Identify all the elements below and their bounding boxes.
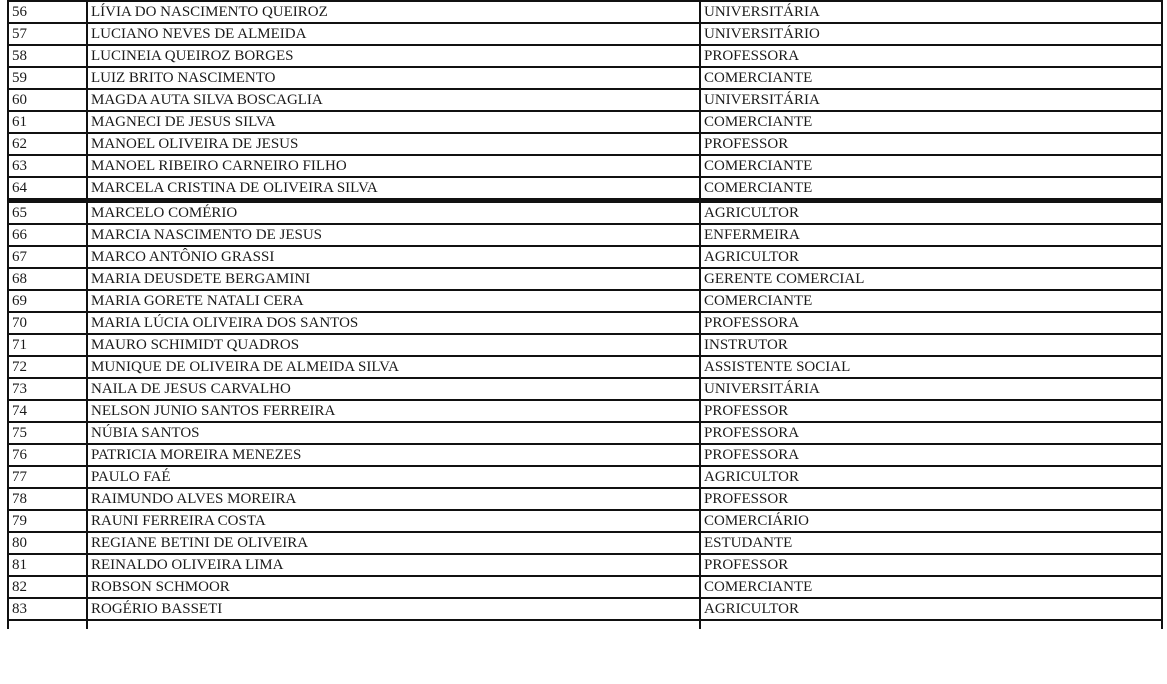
row-number: 60 — [8, 89, 87, 111]
document-sheet — [7, 0, 1161, 629]
member-name: LUCINEIA QUEIROZ BORGES — [87, 45, 700, 67]
member-name: NELSON JUNIO SANTOS FERREIRA — [87, 400, 700, 422]
member-occupation: AGRICULTOR — [700, 598, 1162, 620]
row-number: 78 — [8, 488, 87, 510]
member-name: MANOEL RIBEIRO CARNEIRO FILHO — [87, 155, 700, 177]
member-name: PATRICIA MOREIRA MENEZES — [87, 444, 700, 466]
table-row — [8, 422, 1162, 444]
row-number: 77 — [8, 466, 87, 488]
member-name: MARCIA NASCIMENTO DE JESUS — [87, 224, 700, 246]
row-number: 64 — [8, 177, 87, 201]
table-row — [8, 356, 1162, 378]
table-row-cutoff — [8, 620, 1162, 629]
member-name: MARIA DEUSDETE BERGAMINI — [87, 268, 700, 290]
table-row — [8, 201, 1162, 225]
table-body — [8, 1, 1162, 629]
member-name: RAIMUNDO ALVES MOREIRA — [87, 488, 700, 510]
table-row — [8, 133, 1162, 155]
row-number: 63 — [8, 155, 87, 177]
member-name: ROGÉRIO BASSETI — [87, 598, 700, 620]
row-number: 65 — [8, 201, 87, 225]
row-number: 71 — [8, 334, 87, 356]
row-number: 70 — [8, 312, 87, 334]
member-occupation: COMERCIANTE — [700, 290, 1162, 312]
row-number: 74 — [8, 400, 87, 422]
row-number: 69 — [8, 290, 87, 312]
member-occupation: AGRICULTOR — [700, 201, 1162, 225]
member-occupation: PROFESSORA — [700, 45, 1162, 67]
member-name: MARIA GORETE NATALI CERA — [87, 290, 700, 312]
member-occupation: PROFESSORA — [700, 444, 1162, 466]
table-row — [8, 246, 1162, 268]
member-name: MUNIQUE DE OLIVEIRA DE ALMEIDA SILVA — [87, 356, 700, 378]
member-name: MAGDA AUTA SILVA BOSCAGLIA — [87, 89, 700, 111]
row-number: 73 — [8, 378, 87, 400]
table-row — [8, 554, 1162, 576]
table-row — [8, 444, 1162, 466]
table-row — [8, 45, 1162, 67]
member-occupation — [700, 620, 1162, 629]
table-row — [8, 334, 1162, 356]
row-number: 79 — [8, 510, 87, 532]
row-number: 76 — [8, 444, 87, 466]
row-number: 81 — [8, 554, 87, 576]
member-name: REINALDO OLIVEIRA LIMA — [87, 554, 700, 576]
member-occupation: PROFESSOR — [700, 400, 1162, 422]
row-number: 82 — [8, 576, 87, 598]
member-name: MARCO ANTÔNIO GRASSI — [87, 246, 700, 268]
member-occupation: AGRICULTOR — [700, 466, 1162, 488]
member-occupation: UNIVERSITÁRIO — [700, 23, 1162, 45]
member-occupation: PROFESSORA — [700, 312, 1162, 334]
row-number: 59 — [8, 67, 87, 89]
member-occupation: COMERCIANTE — [700, 177, 1162, 201]
member-occupation: UNIVERSITÁRIA — [700, 89, 1162, 111]
row-number: 62 — [8, 133, 87, 155]
table-row — [8, 466, 1162, 488]
member-name: LÍVIA DO NASCIMENTO QUEIROZ — [87, 1, 700, 23]
row-number: 67 — [8, 246, 87, 268]
table-row — [8, 312, 1162, 334]
member-occupation: ASSISTENTE SOCIAL — [700, 356, 1162, 378]
member-occupation: PROFESSORA — [700, 422, 1162, 444]
row-number: 58 — [8, 45, 87, 67]
member-occupation: AGRICULTOR — [700, 246, 1162, 268]
member-name: MAGNECI DE JESUS SILVA — [87, 111, 700, 133]
row-number: 68 — [8, 268, 87, 290]
table-row — [8, 598, 1162, 620]
row-number — [8, 620, 87, 629]
table-row — [8, 177, 1162, 201]
member-name: ROBSON SCHMOOR — [87, 576, 700, 598]
member-occupation: ENFERMEIRA — [700, 224, 1162, 246]
row-number: 66 — [8, 224, 87, 246]
member-name: PAULO FAÉ — [87, 466, 700, 488]
row-number: 57 — [8, 23, 87, 45]
member-name: MARIA LÚCIA OLIVEIRA DOS SANTOS — [87, 312, 700, 334]
member-name: NAILA DE JESUS CARVALHO — [87, 378, 700, 400]
table-row — [8, 488, 1162, 510]
member-occupation: COMERCIANTE — [700, 67, 1162, 89]
row-number: 75 — [8, 422, 87, 444]
member-name: MAURO SCHIMIDT QUADROS — [87, 334, 700, 356]
member-name: REGIANE BETINI DE OLIVEIRA — [87, 532, 700, 554]
table-row — [8, 290, 1162, 312]
row-number: 83 — [8, 598, 87, 620]
row-number: 56 — [8, 1, 87, 23]
member-occupation: COMERCIANTE — [700, 155, 1162, 177]
table-row — [8, 224, 1162, 246]
table-row — [8, 576, 1162, 598]
member-occupation: PROFESSOR — [700, 488, 1162, 510]
member-occupation: COMERCIANTE — [700, 111, 1162, 133]
row-number: 61 — [8, 111, 87, 133]
member-name: MANOEL OLIVEIRA DE JESUS — [87, 133, 700, 155]
member-occupation: UNIVERSITÁRIA — [700, 378, 1162, 400]
member-name: LUCIANO NEVES DE ALMEIDA — [87, 23, 700, 45]
row-number: 72 — [8, 356, 87, 378]
table-row — [8, 23, 1162, 45]
row-number: 80 — [8, 532, 87, 554]
member-occupation: PROFESSOR — [700, 554, 1162, 576]
member-table — [7, 0, 1163, 629]
member-name: MARCELA CRISTINA DE OLIVEIRA SILVA — [87, 177, 700, 201]
member-name: NÚBIA SANTOS — [87, 422, 700, 444]
table-row — [8, 532, 1162, 554]
table-row — [8, 155, 1162, 177]
member-occupation: COMERCIÁRIO — [700, 510, 1162, 532]
member-name: LUIZ BRITO NASCIMENTO — [87, 67, 700, 89]
member-name — [87, 620, 700, 629]
member-occupation: ESTUDANTE — [700, 532, 1162, 554]
table-row — [8, 1, 1162, 23]
table-row — [8, 111, 1162, 133]
table-row — [8, 268, 1162, 290]
member-name: MARCELO COMÉRIO — [87, 201, 700, 225]
table-row — [8, 67, 1162, 89]
table-row — [8, 400, 1162, 422]
table-row — [8, 89, 1162, 111]
member-name: RAUNI FERREIRA COSTA — [87, 510, 700, 532]
member-occupation: UNIVERSITÁRIA — [700, 1, 1162, 23]
table-row — [8, 510, 1162, 532]
member-occupation: PROFESSOR — [700, 133, 1162, 155]
member-occupation: GERENTE COMERCIAL — [700, 268, 1162, 290]
table-row — [8, 378, 1162, 400]
member-occupation: INSTRUTOR — [700, 334, 1162, 356]
member-occupation: COMERCIANTE — [700, 576, 1162, 598]
